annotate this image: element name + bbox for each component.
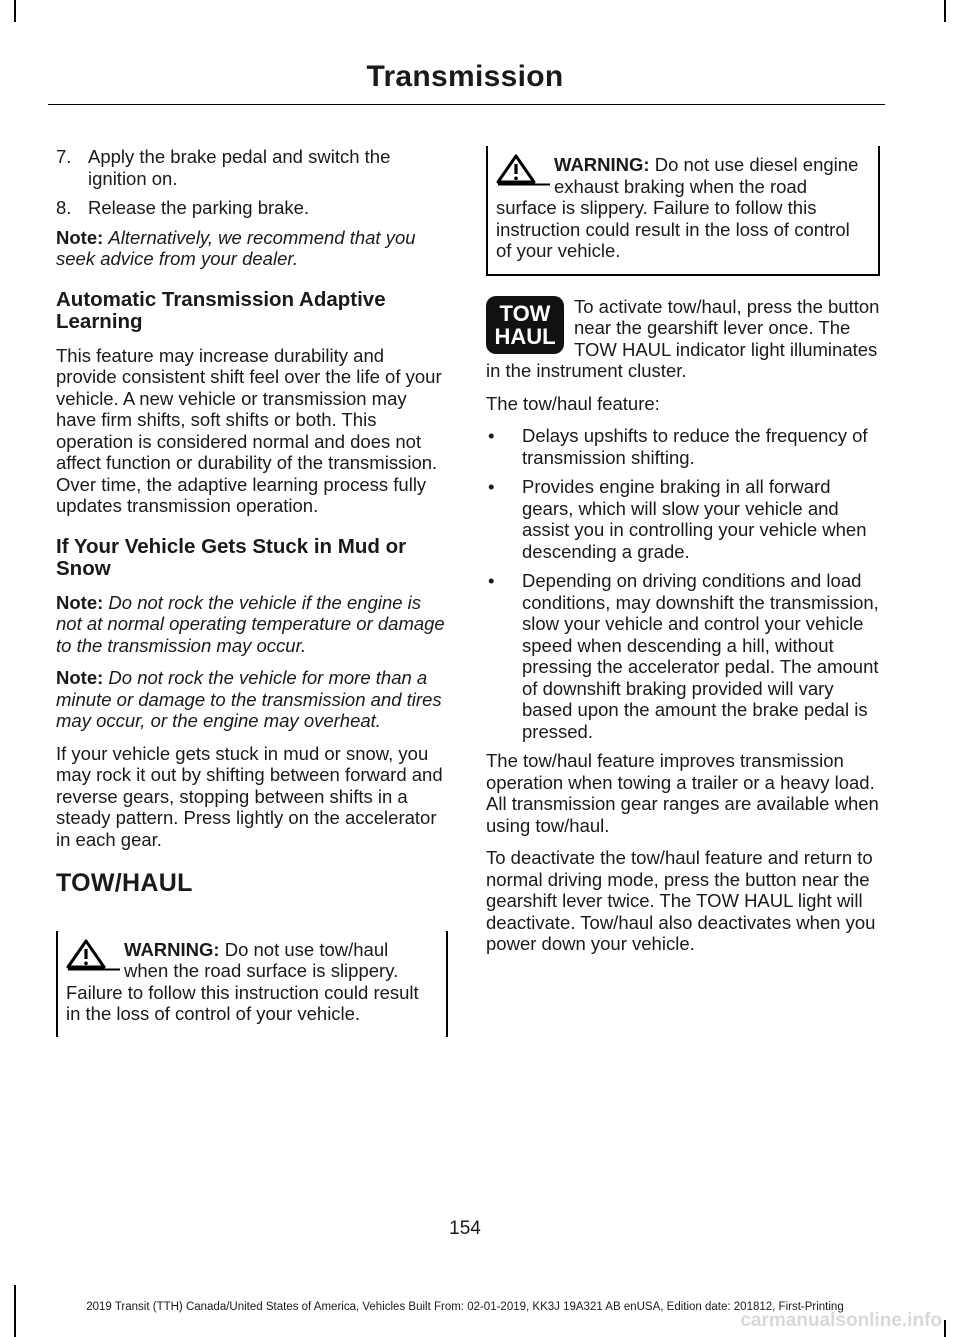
- note-text: Do not rock the vehicle if the engine is not at normal operating temperature or damage to the transmission may occur.: [56, 591, 445, 656]
- bullet: •: [488, 570, 495, 591]
- note: [56, 592, 448, 657]
- crop-mark-bottom-right: [944, 1320, 946, 1337]
- section-title-tow-haul: TOW/HAUL: [56, 869, 193, 897]
- paragraph-improves: The tow/haul feature improves transmission operation when towing a trailer or a heavy load. All transmission gear ranges are available when using tow/haul.: [486, 750, 879, 836]
- list-item: [486, 570, 880, 742]
- paragraph-activate: To activate tow/haul, press the button near the gearshift lever once. The TOW HAUL indicator light illuminates in the instrument cluster.: [486, 295, 880, 381]
- feature-list: [486, 425, 880, 742]
- bullet: •: [488, 476, 495, 497]
- page-number: 154: [449, 1218, 481, 1239]
- crop-mark-top-left: [14, 0, 16, 22]
- list-item-text: Delays upshifts to reduce the frequency of transmission shifting.: [522, 425, 868, 468]
- section-heading-stuck: If Your Vehicle Gets Stuck in Mud or Snow: [56, 534, 407, 580]
- step-item: [56, 146, 448, 189]
- watermark: carmanualsonline.info: [740, 1310, 942, 1331]
- step-number: 8.: [56, 197, 72, 218]
- page-title: Transmission: [366, 60, 564, 93]
- step-item: [56, 197, 448, 219]
- right-column: [486, 146, 880, 966]
- paragraph-stuck: If your vehicle gets stuck in mud or snow, you may rock it out by shifting between forward and reverse gears, stopping between shifts in a steady pattern. Press lightly on the accelerator in each gear.: [56, 742, 443, 850]
- list-item-text: Provides engine braking in all forward gears, which will slow your vehicle and assist you in controlling your vehicle when descending a grade.: [522, 476, 867, 562]
- warning-triangle-icon: [494, 154, 550, 186]
- paragraph-deactivate: To deactivate the tow/haul feature and return to normal driving mode, press the button near the gearshift lever twice. The TOW HAUL light will deactivate. Tow/haul also deactivates when you power down your vehicle.: [486, 847, 876, 954]
- note-label: Note:: [56, 226, 104, 248]
- note-text: Alternatively, we recommend that you seek advice from your dealer.: [56, 226, 416, 269]
- step-number: 7.: [56, 146, 72, 167]
- step-text: Release the parking brake.: [88, 197, 310, 218]
- footer-edition-info: 2019 Transit (TTH) Canada/United States of America, Vehicles Built From: 02-01-2019, KK3J 19A321 AB enUSA, Edition date: 201812, First-Printing: [86, 1301, 844, 1313]
- tow-haul-button-icon: [486, 296, 564, 354]
- tow-haul-icon-line1: TOW: [499, 300, 551, 326]
- note: [56, 667, 448, 732]
- note: [56, 227, 448, 270]
- left-column: [56, 146, 448, 1037]
- bullet: •: [488, 425, 495, 446]
- list-item-text: Depending on driving conditions and load conditions, may downshift the transmission, slow your vehicle and control your vehicle speed when descending a hill, without pressing the accelerator pedal. The amount of downshift braking provided will vary based upon the amount the brake pedal is pressed.: [522, 570, 879, 742]
- warning-box: [56, 931, 448, 1037]
- crop-mark-top-right: [944, 0, 946, 22]
- warning-triangle-icon: [64, 939, 120, 971]
- step-text: Apply the brake pedal and switch the ignition on.: [88, 146, 391, 189]
- note-label: Note:: [56, 667, 104, 688]
- warning-box: [486, 146, 880, 276]
- paragraph-adaptive-learning: This feature may increase durability and provide consistent shift feel over the life of your vehicle. A new vehicle or transmission may have firm shifts, soft shifts or both. This operation is considered normal and does not affect function or durability of the transmission. Over time, the adaptive learning process fully updates transmission operation.: [56, 344, 442, 516]
- list-item: [486, 476, 880, 562]
- warning-text: Do not use diesel engine exhaust braking when the road surface is slippery. Failure to follow this instruction could result in the loss of control of your vehicle.: [496, 154, 859, 261]
- tow-haul-activation: [486, 296, 880, 382]
- section-heading-adaptive-learning: Automatic Transmission Adaptive Learning: [56, 287, 386, 333]
- warning-label: WARNING:: [124, 938, 220, 960]
- warning-text: Do not use tow/haul when the road surface is slippery. Failure to follow this instruction could result in the loss of control of your vehicle.: [66, 938, 419, 1024]
- header-divider: [48, 104, 885, 105]
- note-label: Note:: [56, 591, 104, 613]
- feature-intro: The tow/haul feature:: [486, 392, 660, 414]
- tow-haul-icon-line2: HAUL: [494, 323, 556, 349]
- note-text: Do not rock the vehicle for more than a minute or damage to the transmission and tires may occur, or the engine may overheat.: [56, 667, 442, 731]
- warning-label: WARNING:: [554, 154, 650, 175]
- list-item: [486, 425, 880, 468]
